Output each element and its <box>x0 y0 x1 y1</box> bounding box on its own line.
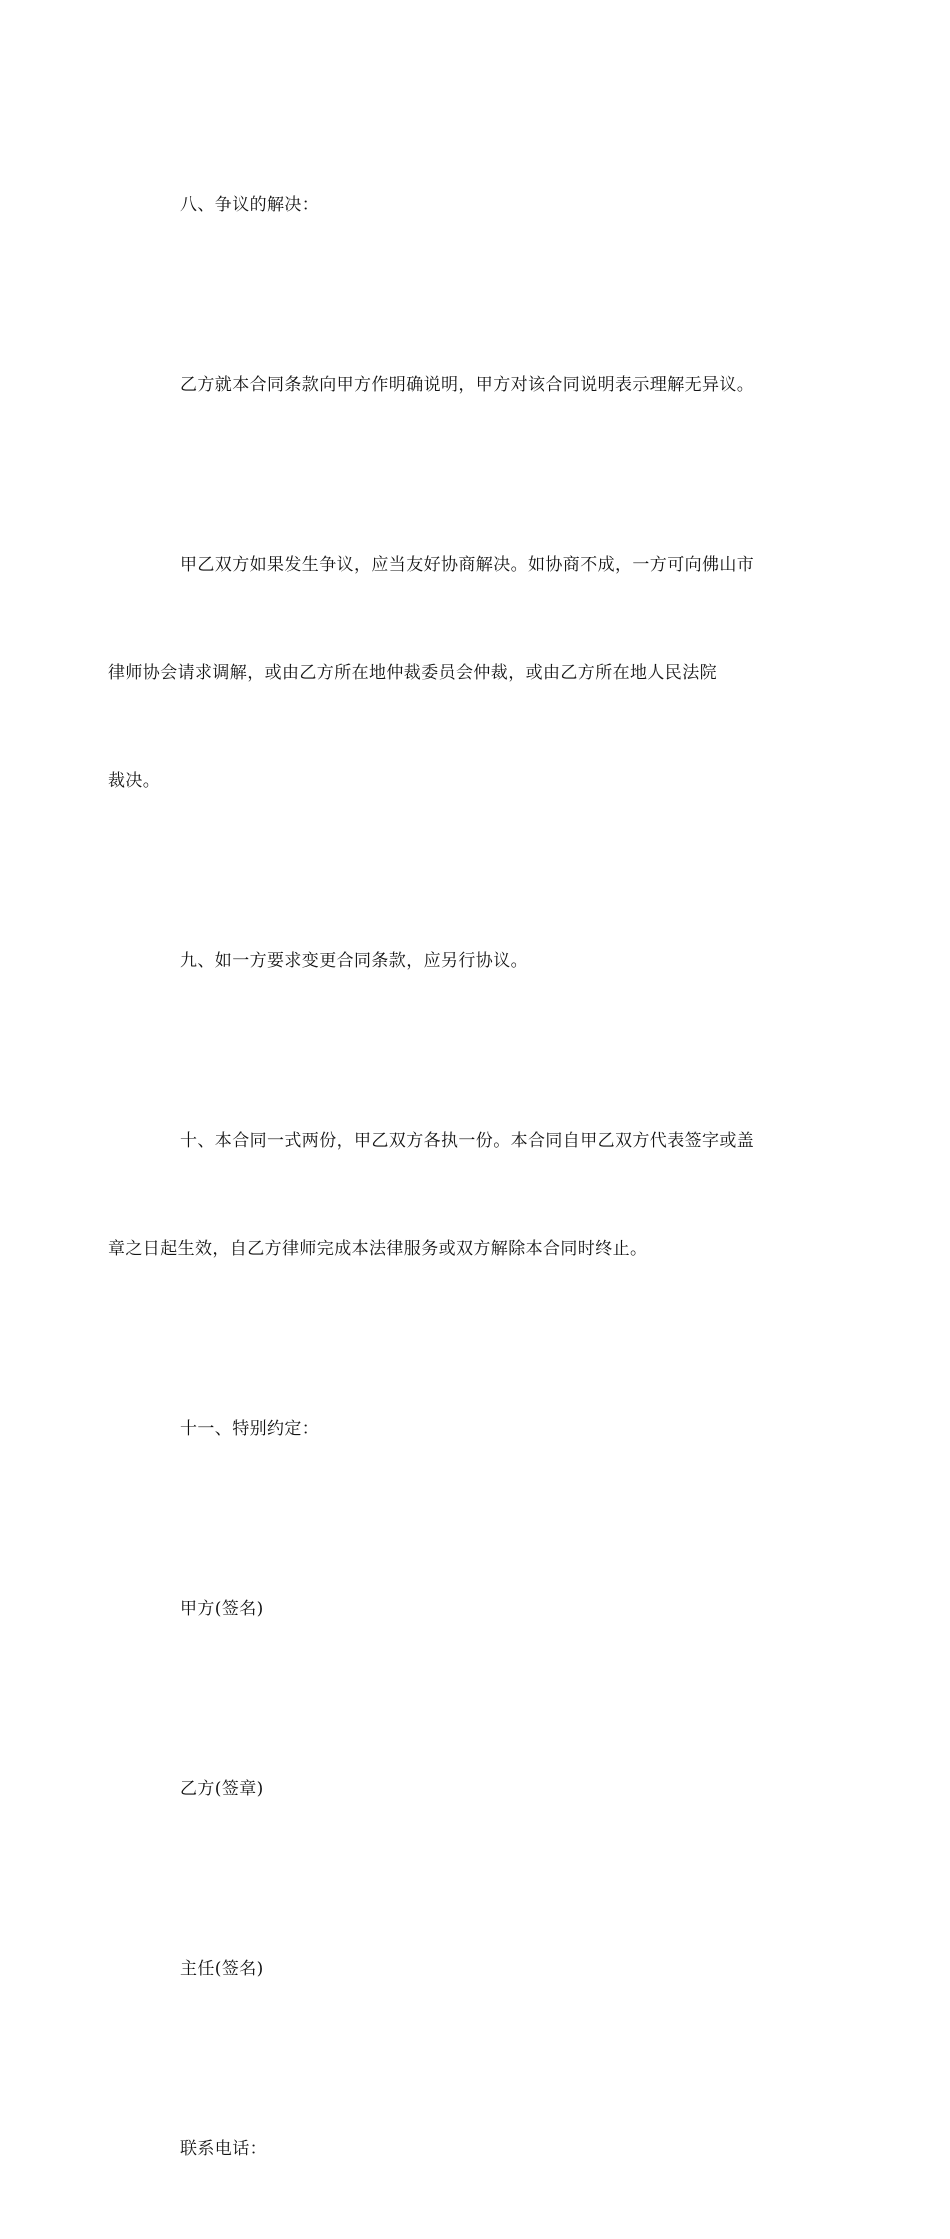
section-ten-copies-validity <box>108 1051 804 1339</box>
document-body <box>108 115 804 2239</box>
text-line: 甲方(签名) <box>180 1599 264 1619</box>
text-line: 甲乙双方如果发生争议，应当友好协商解决。如协商不成，一方可向佛山市 <box>180 555 755 575</box>
signature-director <box>144 1879 804 2059</box>
text-line: 章之日起生效，自乙方律师完成本法律服务或双方解除本合同时终止。 <box>108 1239 648 1259</box>
text-line: 九、如一方要求变更合同条款，应另行协议。 <box>180 951 528 971</box>
paragraph-dispute-resolution <box>108 475 804 871</box>
section-eleven-special-terms <box>144 1339 804 1519</box>
signature-party-b <box>144 1699 804 1879</box>
text-line: 主任(签名) <box>180 1959 264 1979</box>
contact-phone <box>144 2059 804 2239</box>
section-heading-dispute <box>144 115 804 295</box>
paragraph-clarification <box>144 295 804 475</box>
text-line: 乙方就本合同条款向甲方作明确说明，甲方对该合同说明表示理解无异议。 <box>180 375 755 395</box>
signature-party-a <box>144 1519 804 1699</box>
text-line: 裁决。 <box>108 771 161 791</box>
text-line: 十、本合同一式两份，甲乙双方各执一份。本合同自甲乙双方代表签字或盖 <box>180 1131 755 1151</box>
text-line: 八、争议的解决： <box>180 195 320 215</box>
text-line: 十一、特别约定： <box>180 1419 320 1439</box>
text-line: 乙方(签章) <box>180 1779 264 1799</box>
section-nine-amendment <box>144 871 804 1051</box>
text-line: 联系电话： <box>180 2139 267 2159</box>
text-line: 律师协会请求调解，或由乙方所在地仲裁委员会仲裁，或由乙方所在地人民法院 <box>108 663 717 683</box>
